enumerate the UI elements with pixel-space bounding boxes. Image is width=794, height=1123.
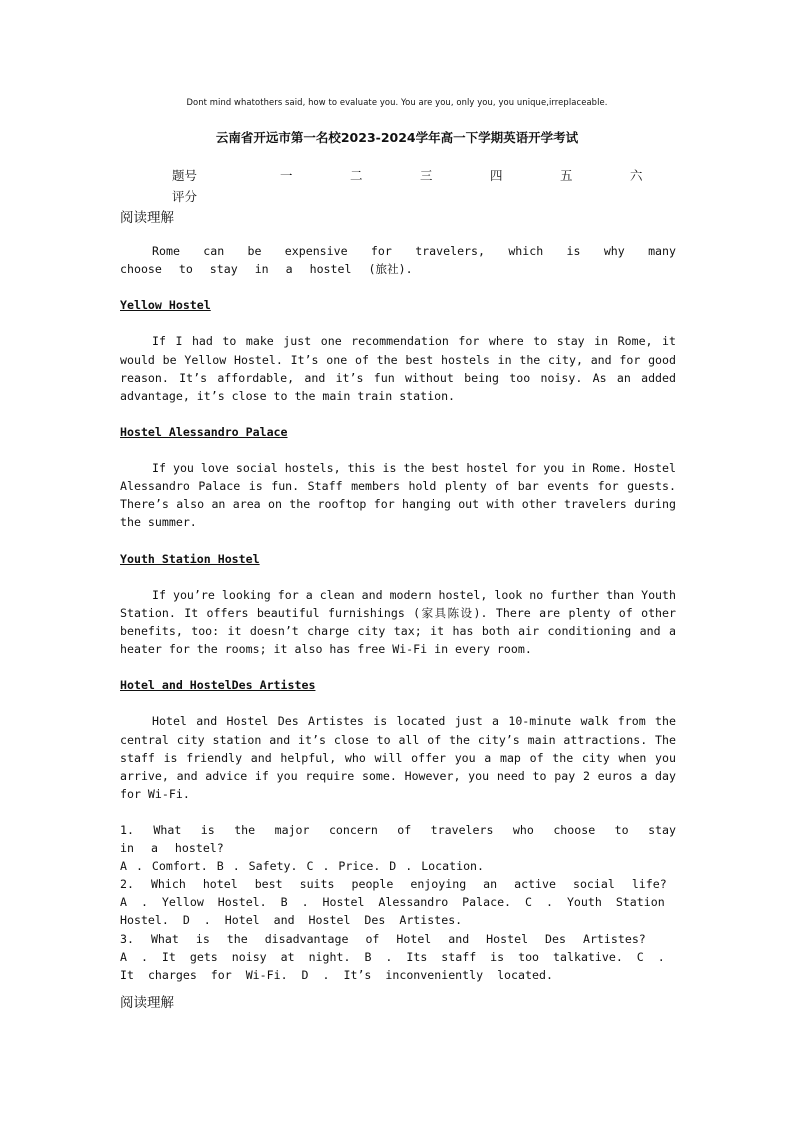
- score-table-col-4: 四: [490, 168, 503, 183]
- hostel-block: [120, 296, 676, 405]
- passage-intro: Rome can be expensive for travelers, which is why many choose to stay in a hostel (旅社).: [120, 244, 676, 277]
- hostel-description: If you’re looking for a clean and modern hostel, look no further than Youth Station. It offers beautiful furnishings (家具陈设). There are plenty of other benefits, too: it doesn’t charge city tax; it has both air conditioning and a heater for the rooms; it also has free Wi-Fi in every room.: [120, 587, 676, 657]
- score-table-row-label: 评分: [172, 189, 198, 204]
- hostel-description: If you love social hostels, this is the best hostel for you in Rome. Hostel Alessandro Palace is fun. Staff members hold plenty of bar events for guests. There’s also an area on the rooftop for hanging out with other travelers during the summer.: [120, 461, 676, 530]
- reading-passage: [120, 242, 676, 984]
- score-table-col-2: 二: [350, 168, 363, 183]
- question-list: [120, 821, 676, 984]
- hostel-description: Hotel and Hostel Des Artistes is located just a 10-minute walk from the central city station and it’s close to all of the city’s main attractions. The staff is friendly and helpful, who will offer you a map of the city when you arrive, and advice if you require some. However, you need to pay 2 euros a day for Wi-Fi.: [120, 714, 676, 801]
- score-table-col-3: 三: [420, 168, 433, 183]
- question-item: [120, 875, 676, 929]
- score-table-col-1: 一: [280, 168, 293, 183]
- question-stem: 3. What is the disadvantage of Hotel and Hostel Des Artistes?: [120, 931, 646, 946]
- score-table-col-6: 六: [630, 168, 643, 183]
- score-table-col-5: 五: [560, 168, 573, 183]
- hostel-block: [120, 423, 676, 532]
- motto-line: Dont mind whatothers said, how to evaluate you. You are you, only you, you unique,irreplaceable.: [186, 97, 608, 107]
- hostel-block: [120, 550, 676, 659]
- hostel-block: [120, 676, 676, 803]
- question-options: A . Comfort. B . Safety. C . Price. D . Location.: [120, 859, 485, 874]
- hostel-heading: Hostel Alessandro Palace: [120, 424, 288, 439]
- question-options: A . It gets noisy at night. B . Its staff is too talkative. C . It charges for Wi-Fi. D . It’s inconveniently located.: [120, 949, 665, 982]
- section-label-reading-next: 阅读理解: [120, 995, 174, 1011]
- hostel-heading: Yellow Hostel: [120, 298, 211, 313]
- score-table-header-label: 题号: [172, 168, 198, 183]
- question-options: A . Yellow Hostel. B . Hostel Alessandro Palace. C . Youth Station Hostel. D . Hotel and Hostel Des Artistes.: [120, 895, 665, 928]
- section-label-reading: 阅读理解: [120, 210, 174, 226]
- hostel-heading: Youth Station Hostel: [120, 551, 260, 566]
- hostel-description: If I had to make just one recommendation for where to stay in Rome, it would be Yellow Hostel. It’s one of the best hostels in the city, and for good reason. It’s affordable, and it’s fun without being too noisy. As an added advantage, it’s close to the main train station.: [120, 334, 676, 403]
- question-item: [120, 821, 676, 875]
- question-item: [120, 930, 676, 984]
- question-stem: 2. Which hotel best suits people enjoying an active social life?: [120, 877, 667, 892]
- question-stem: 1. What is the major concern of travelers who choose to stay in a hostel?: [120, 823, 676, 856]
- exam-title: 云南省开远市第一名校2023-2024学年高一下学期英语开学考试: [215, 130, 579, 145]
- hostel-heading: Hotel and HostelDes Artistes: [120, 678, 316, 693]
